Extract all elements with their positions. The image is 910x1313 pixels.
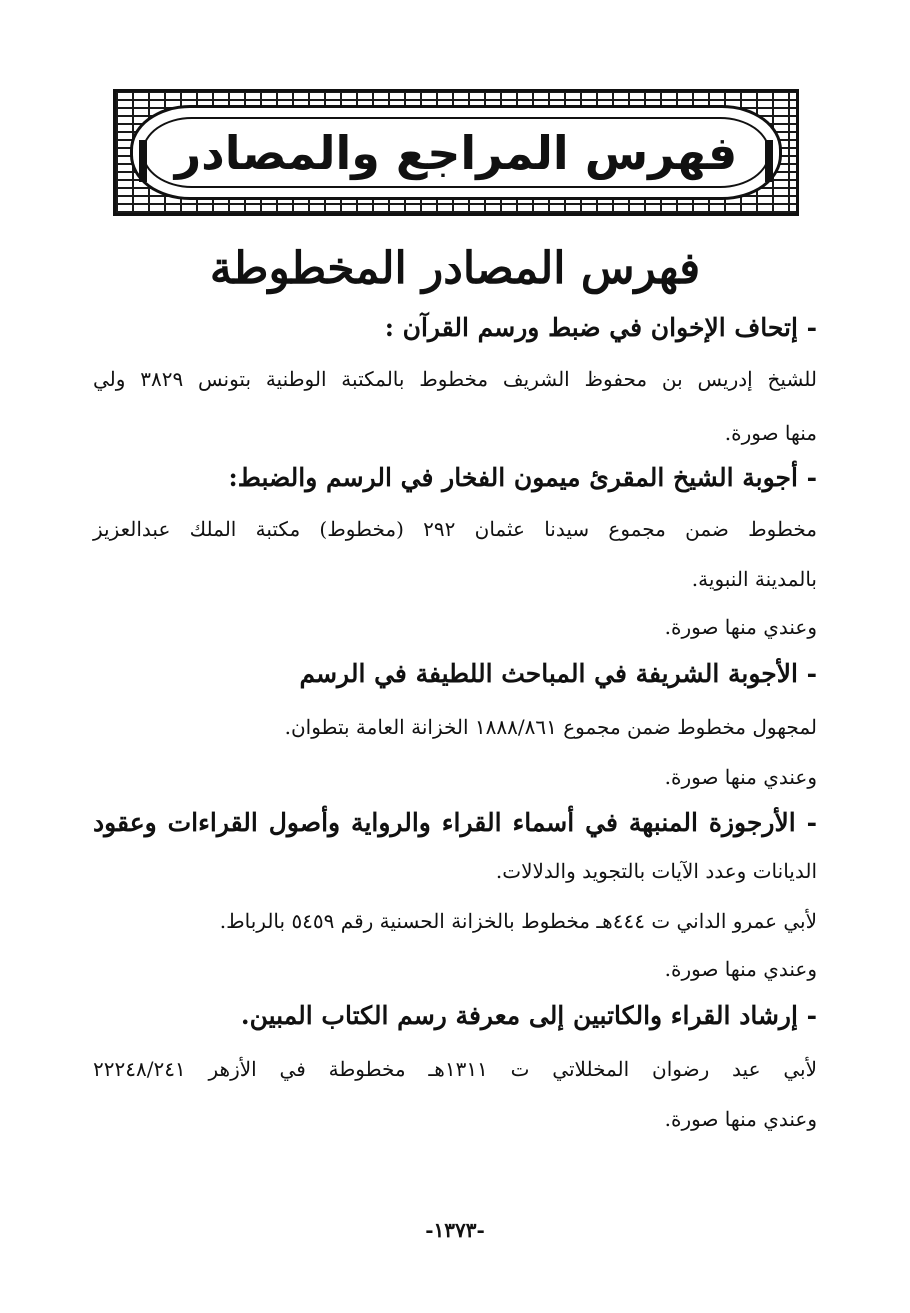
entry-2-title: - أجوبة الشيخ المقرئ ميمون الفخار في الرسم والضبط: [228,463,817,492]
banner-frame [130,105,782,200]
banner-left-bar [139,140,147,182]
entry-4-title: - الأرجوزة المنبهة في أسماء القراء والرواية وأصول القراءات وعقود [93,808,817,837]
entry-1-title: - إتحاف الإخوان في ضبط ورسم القرآن : [384,313,817,342]
section-title: فهرس المصادر المخطوطة [209,243,701,294]
banner-right-bar [765,140,773,182]
entry-2-note: وعندي منها صورة. [664,615,817,639]
entry-3-title: - الأجوبة الشريفة في المباحث اللطيفة في الرسم [299,659,817,688]
page-number: -١٣٧٣- [425,1218,485,1242]
title-banner [113,89,799,216]
entry-3-details: لمجهول مخطوط ضمن مجموع ١٨٨٨/٨٦١ الخزانة العامة بتطوان. [284,715,817,739]
entry-2-details-cont: بالمدينة النبوية. [691,567,817,591]
entry-4-details: لأبي عمرو الداني ت ٤٤٤هـ مخطوط بالخزانة الحسنية رقم ٥٤٥٩ بالرباط. [219,909,817,933]
entry-5-details: لأبي عيد رضوان المخللاتي ت ١٣١١هـ مخطوطة في الأزهر ٢٢٢٤٨/٢٤١ [93,1057,817,1081]
entry-1-details: للشيخ إدريس بن محفوظ الشريف مخطوط بالمكتبة الوطنية بتونس ٣٨٢٩ ولي [93,367,818,391]
entry-3-note: وعندي منها صورة. [664,765,817,789]
entry-1-note: منها صورة. [724,421,817,445]
entry-2-details: مخطوط ضمن مجموع سيدنا عثمان ٢٩٢ (مخطوط) مكتبة الملك عبدالعزيز [93,517,817,541]
banner-title: فهرس المراجع والمصادر [174,125,738,180]
entry-4-note: وعندي منها صورة. [664,957,817,981]
entry-5-note: وعندي منها صورة. [664,1107,817,1131]
entry-5-title: - إرشاد القراء والكاتبين إلى معرفة رسم الكتاب المبين. [240,1001,817,1030]
entry-4-title-cont: الديانات وعدد الآيات بالتجويد والدلالات. [495,859,817,883]
